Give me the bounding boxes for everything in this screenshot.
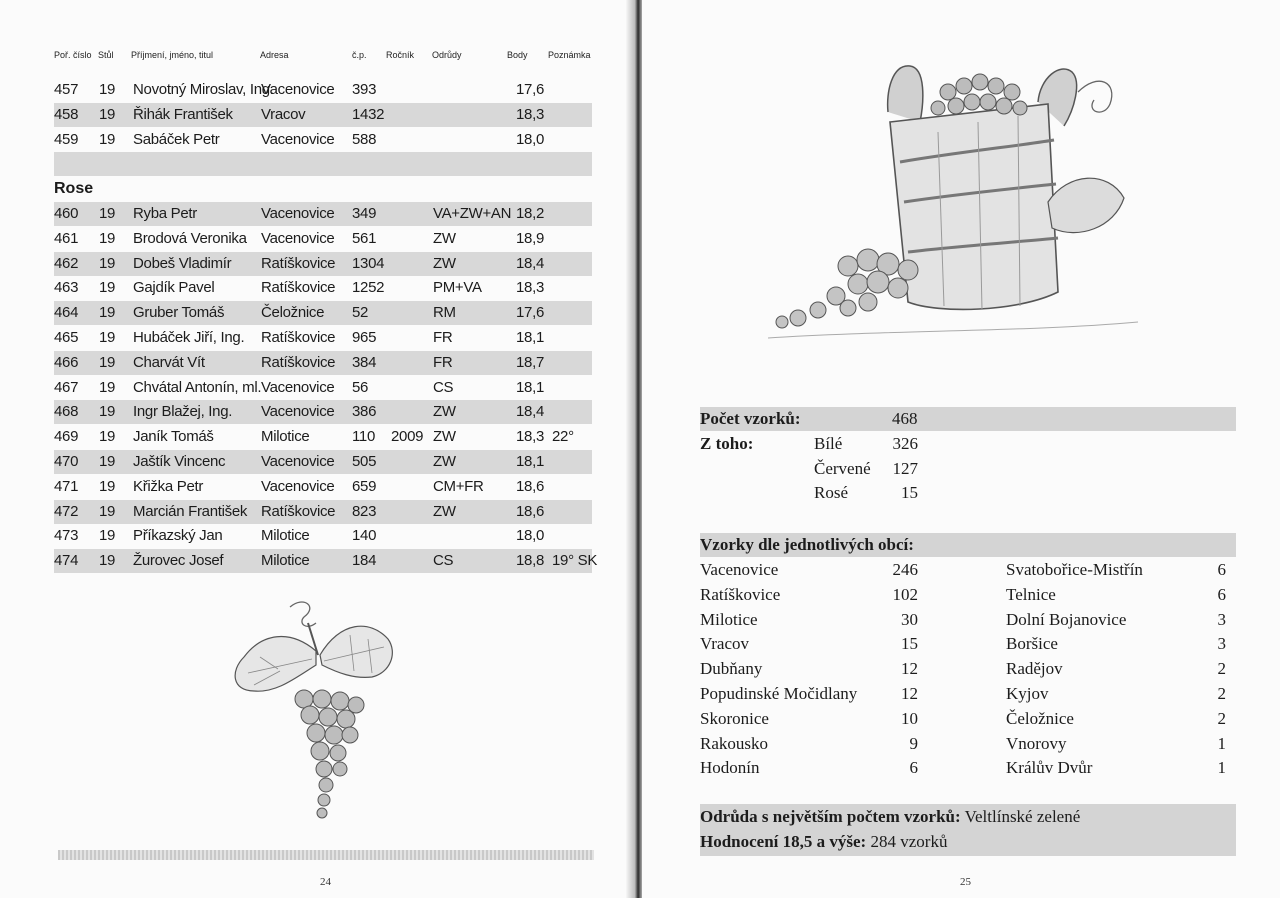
breakdown-label: Rosé [814, 483, 848, 502]
cell-name: Jaštík Vincenc [133, 453, 226, 470]
village-count: 2 [1217, 684, 1226, 703]
cell-note: 19° SK [552, 552, 598, 570]
section-title-rose: Rose [54, 180, 94, 197]
cell-name: Žurovec Josef [133, 552, 224, 570]
cell-num: 474 [54, 552, 79, 570]
cell-table: 19 [99, 205, 116, 222]
breakdown-value: 15 [901, 483, 918, 502]
cell-note: 22° [552, 428, 574, 446]
cell-table: 19 [99, 229, 116, 247]
cell-table: 19 [99, 130, 116, 148]
cell-name: Charvát Vít [133, 353, 205, 371]
cell-address: Ratíškovice [261, 254, 336, 272]
cell-variety: VA+ZW+AN [433, 205, 512, 222]
blank-separator-row [54, 152, 592, 176]
village-count: 2 [1217, 659, 1226, 679]
col-header-table: Stůl [98, 50, 114, 60]
village-count: 9 [909, 733, 918, 753]
cell-variety: ZW [433, 502, 456, 520]
page-number-left: 24 [320, 876, 331, 888]
cell-name: Příkazský Jan [133, 527, 223, 545]
table-row [54, 227, 592, 251]
cell-cp: 965 [352, 329, 377, 346]
rating-label: Hodnocení 18,5 a výše: [700, 832, 867, 851]
cell-cp: 393 [352, 81, 377, 98]
cell-cp: 659 [352, 477, 377, 495]
cell-num: 471 [54, 477, 79, 495]
cell-variety: FR [433, 329, 453, 346]
table-row [54, 351, 592, 375]
cell-points: 18,3 [516, 279, 544, 297]
cell-name: Janík Tomáš [133, 428, 214, 446]
cell-address: Čeložnice [261, 304, 325, 322]
cell-num: 458 [54, 105, 79, 123]
cell-cp: 505 [352, 453, 377, 470]
village-name: Vnorovy [1006, 733, 1067, 753]
top-variety-label: Odrůda s největším počtem vzorků: [700, 807, 961, 826]
village-name: Boršice [1006, 634, 1058, 654]
cell-name: Ingr Blažej, Ing. [133, 403, 233, 421]
table-row [54, 475, 592, 499]
breakdown-label: Bílé [814, 434, 843, 453]
table-row [54, 326, 592, 350]
table-row [54, 103, 592, 127]
cell-cp: 184 [352, 552, 377, 570]
cell-num: 466 [54, 353, 79, 371]
cell-table: 19 [99, 428, 116, 446]
cell-num: 464 [54, 304, 79, 322]
cell-name: Brodová Veronika [133, 229, 247, 247]
cell-name: Novotný Miroslav, Ing. [133, 81, 274, 98]
cell-address: Milotice [261, 527, 310, 545]
cell-name: Řihák František [133, 105, 233, 123]
cell-name: Dobeš Vladimír [133, 254, 232, 272]
cell-table: 19 [99, 378, 116, 396]
table-row [54, 524, 592, 548]
cell-points: 18,6 [516, 477, 544, 495]
col-header-address: Adresa [260, 50, 289, 60]
village-count: 30 [901, 609, 918, 629]
col-header-cp: č.p. [352, 50, 367, 60]
table-row [54, 450, 592, 474]
col-header-variety: Odrůdy [432, 50, 462, 60]
cell-points: 17,6 [516, 304, 544, 322]
cell-table: 19 [99, 329, 116, 346]
table-row [54, 549, 598, 573]
village-name: Ratíškovice [700, 584, 781, 604]
village-count: 3 [1217, 609, 1226, 629]
village-name: Vracov [700, 634, 750, 654]
cell-points: 18,2 [516, 205, 544, 222]
cell-address: Vacenovice [261, 378, 335, 396]
cell-num: 462 [54, 254, 79, 272]
cell-variety: FR [433, 353, 453, 371]
village-name: Popudinské Močidlany [700, 684, 858, 703]
cell-cp: 349 [352, 205, 377, 222]
cell-num: 461 [54, 229, 79, 247]
village-name: Radějov [1006, 659, 1063, 679]
cell-table: 19 [99, 477, 116, 495]
page-number-right: 25 [960, 876, 971, 888]
cell-variety: ZW [433, 453, 456, 470]
cell-num: 459 [54, 130, 79, 148]
cell-table: 19 [99, 502, 116, 520]
village-count: 3 [1217, 634, 1226, 654]
cell-address: Vacenovice [261, 205, 335, 222]
breakdown-value: 127 [892, 458, 918, 478]
col-header-note: Poznámka [548, 50, 591, 60]
cell-address: Vacenovice [261, 81, 335, 98]
cell-num: 457 [54, 81, 79, 98]
cell-cp: 384 [352, 353, 377, 371]
cell-table: 19 [99, 353, 116, 371]
cell-num: 472 [54, 502, 79, 520]
cell-address: Vacenovice [261, 477, 335, 495]
top-variety-line [700, 807, 1080, 827]
village-name: Telnice [1006, 584, 1056, 604]
village-name: Rakousko [700, 733, 768, 753]
cell-points: 17,6 [516, 81, 544, 98]
sample-count-value: 468 [892, 409, 918, 428]
village-count: 10 [901, 708, 918, 728]
wine-bucket-illustration [768, 52, 1148, 352]
cell-cp: 110 [352, 428, 376, 446]
cell-table: 19 [99, 552, 116, 570]
village-name: Králův Dvůr [1006, 758, 1093, 778]
cell-address: Ratíškovice [261, 502, 336, 520]
table-row [54, 128, 592, 152]
cell-points: 18,9 [516, 229, 544, 247]
cell-address: Milotice [261, 552, 310, 570]
cell-address: Vracov [261, 105, 306, 123]
village-name: Kyjov [1006, 684, 1049, 703]
top-variety-value: Veltlínské zelené [964, 807, 1081, 826]
cell-address: Ratíškovice [261, 329, 336, 346]
village-count: 1 [1217, 733, 1226, 753]
village-count: 102 [892, 584, 918, 604]
village-name: Vacenovice [700, 560, 779, 579]
grape-cluster-illustration [220, 595, 400, 825]
cell-num: 470 [54, 453, 79, 470]
cell-points: 18,4 [516, 254, 544, 272]
cell-points: 18,3 [516, 428, 544, 446]
col-header-number: Poř. číslo [54, 50, 92, 60]
decorative-rule [58, 850, 594, 860]
cell-variety: ZW [433, 229, 456, 247]
table-row [54, 400, 592, 424]
cell-num: 469 [54, 428, 79, 446]
cell-num: 465 [54, 329, 79, 346]
cell-name: Hubáček Jiří, Ing. [133, 329, 245, 346]
cell-name: Marcián František [133, 502, 248, 520]
col-header-year: Ročník [386, 50, 415, 60]
table-row [54, 252, 592, 276]
cell-address: Vacenovice [261, 403, 335, 421]
cell-name: Gruber Tomáš [133, 304, 225, 322]
cell-variety: ZW [433, 403, 456, 421]
village-count: 15 [901, 634, 918, 654]
cell-address: Vacenovice [261, 229, 335, 247]
cell-points: 18,6 [516, 502, 544, 520]
table-row [54, 276, 592, 300]
cell-variety: CS [433, 378, 454, 396]
cell-points: 18,1 [516, 378, 544, 396]
rating-line [700, 832, 947, 852]
cell-table: 19 [99, 304, 116, 322]
cell-table: 19 [99, 279, 116, 297]
cell-cp: 561 [352, 229, 377, 247]
cell-table: 19 [99, 527, 116, 545]
village-name: Čeložnice [1006, 708, 1074, 728]
cell-cp: 386 [352, 403, 377, 421]
cell-num: 463 [54, 279, 79, 297]
cell-num: 473 [54, 527, 79, 545]
village-name: Skoronice [700, 708, 769, 728]
cell-points: 18,0 [516, 527, 544, 545]
cell-table: 19 [99, 81, 116, 98]
cell-variety: ZW [433, 428, 456, 446]
cell-address: Ratíškovice [261, 353, 336, 371]
cell-points: 18,1 [516, 453, 544, 470]
col-header-points: Body [507, 50, 528, 60]
cell-cp: 1252 [352, 279, 385, 297]
cell-address: Ratíškovice [261, 279, 336, 297]
cell-name: Gajdík Pavel [133, 279, 215, 297]
cell-name: Křižka Petr [133, 477, 204, 495]
village-name: Svatobořice-Mistřín [1006, 560, 1143, 579]
cell-points: 18,0 [516, 130, 544, 148]
cell-points: 18,3 [516, 105, 544, 123]
table-row [54, 202, 592, 226]
sample-count-label: Počet vzorků: [700, 409, 801, 428]
village-name: Milotice [700, 609, 758, 629]
cell-variety: PM+VA [433, 279, 482, 297]
cell-points: 18,8 [516, 552, 544, 570]
cell-variety: RM [433, 304, 456, 322]
col-header-name: Příjmení, jméno, titul [131, 50, 214, 60]
table-row [54, 301, 592, 325]
village-name: Dubňany [700, 659, 763, 679]
table-row [54, 500, 592, 524]
village-count: 12 [901, 684, 918, 703]
village-count: 6 [1217, 560, 1226, 579]
cell-cp: 823 [352, 502, 377, 520]
cell-cp: 56 [352, 378, 369, 396]
cell-variety: ZW [433, 254, 456, 272]
cell-name: Chvátal Antonín, ml. [133, 378, 262, 396]
table-row [54, 425, 592, 449]
village-count: 246 [892, 560, 918, 579]
cell-variety: CS [433, 552, 454, 570]
cell-table: 19 [99, 105, 116, 123]
cell-cp: 588 [352, 130, 377, 148]
cell-table: 19 [99, 403, 116, 421]
village-count: 12 [901, 659, 918, 679]
cell-name: Ryba Petr [133, 205, 197, 222]
table-row [54, 376, 592, 400]
cell-cp: 52 [352, 304, 369, 322]
cell-variety: CM+FR [433, 477, 484, 495]
cell-cp: 140 [352, 527, 377, 545]
rating-value: 284 vzorků [870, 832, 948, 851]
breakdown-label: Červené [814, 458, 871, 478]
cell-table: 19 [99, 254, 116, 272]
breakdown-value: 326 [892, 434, 918, 453]
village-count: 6 [1217, 584, 1226, 604]
cell-num: 468 [54, 403, 79, 421]
cell-num: 460 [54, 205, 79, 222]
cell-points: 18,7 [516, 353, 544, 371]
cell-address: Vacenovice [261, 453, 335, 470]
village-count: 6 [909, 758, 918, 778]
cell-name: Sabáček Petr [133, 130, 220, 148]
cell-address: Milotice [261, 428, 310, 446]
village-name: Dolní Bojanovice [1006, 609, 1127, 629]
village-name: Hodonín [700, 758, 760, 778]
cell-year: 2009 [391, 428, 424, 446]
cell-points: 18,4 [516, 403, 544, 421]
cell-num: 467 [54, 378, 79, 396]
cell-cp: 1432 [352, 105, 385, 123]
cell-address: Vacenovice [261, 130, 335, 148]
cell-cp: 1304 [352, 254, 385, 272]
cell-table: 19 [99, 453, 116, 470]
village-count: 1 [1217, 758, 1226, 778]
village-count: 2 [1217, 708, 1226, 728]
table-row [54, 78, 592, 102]
villages-title: Vzorky dle jednotlivých obcí: [700, 535, 914, 554]
cell-points: 18,1 [516, 329, 544, 346]
of-which-label: Z toho: [700, 434, 754, 453]
